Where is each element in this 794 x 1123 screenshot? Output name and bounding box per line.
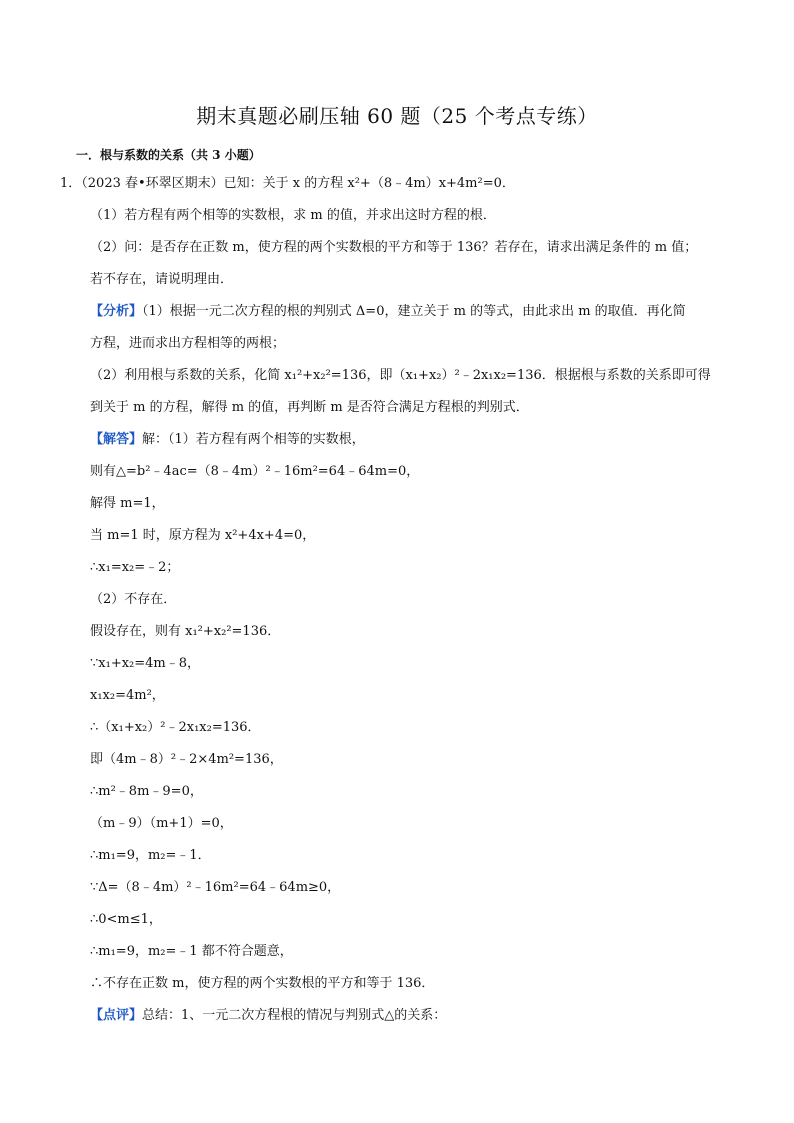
solution-line: ∴m₁=9，m₂=﹣1． xyxy=(90,848,211,863)
analysis-line: （2）利用根与系数的关系，化简 x₁²+x₂²=136，即（x₁+x₂）²﹣2x₁x₂=136．根据根与系数的关系即可得 xyxy=(90,368,711,383)
analysis-text: （1）根据一元二次方程的根的判别式 Δ=0，建立关于 m 的等式，由此求出 m 的取值．再化简 xyxy=(142,304,686,319)
solution-line: 即（4m﹣8）²﹣2×4m²=136， xyxy=(90,752,283,767)
analysis-paragraph xyxy=(90,304,686,320)
solution-line: （2）不存在． xyxy=(90,592,177,607)
question-part-1: （1）若方程有两个相等的实数根，求 m 的值，并求出这时方程的根． xyxy=(90,208,496,223)
comment-tag: 【点评】 xyxy=(90,1008,143,1023)
comment-text: 总结：1、一元二次方程根的情况与判别式△的关系： xyxy=(142,1008,447,1023)
analysis-line: 方程，进而求出方程相等的两根； xyxy=(90,336,286,351)
solution-line: ∴不存在正数 m，使方程的两个实数根的平方和等于 136． xyxy=(90,976,435,991)
solution-line: ∴x₁=x₂=﹣2； xyxy=(90,560,180,575)
solution-line: x₁x₂=4m²， xyxy=(90,688,165,703)
question-part-2-cont: 若不存在，请说明理由． xyxy=(90,272,234,287)
solution-line: 当 m=1 时，原方程为 x²+4x+4=0， xyxy=(90,528,316,543)
solution-line: ∴（x₁+x₂）²﹣2x₁x₂=136． xyxy=(90,720,261,735)
solution-line: ∵Δ=（8﹣4m）²﹣16m²=64﹣64m≥0， xyxy=(90,880,341,895)
page-title: 期末真题必刷压轴 60 题（25 个考点专练） xyxy=(196,104,598,128)
answer-tag: 【解答】 xyxy=(90,432,143,447)
question-part-2: （2）问：是否存在正数 m，使方程的两个实数根的平方和等于 136？若存在，请求出满足条件的 m 值； xyxy=(90,240,698,255)
solution-line: ∵x₁+x₂=4m﹣8， xyxy=(90,656,201,671)
section-heading: 一．根与系数的关系（共 3 小题） xyxy=(76,148,261,162)
solution-line: 假设存在，则有 x₁²+x₂²=136． xyxy=(90,624,281,639)
answer-paragraph xyxy=(90,432,365,448)
solution-line: ∴m₁=9，m₂=﹣1 都不符合题意， xyxy=(90,944,293,959)
answer-text: 解：（1）若方程有两个相等的实数根， xyxy=(142,432,365,447)
question-stem: 1．（2023 春•环翠区期末）已知：关于 x 的方程 x²+（8﹣4m）x+4m²=0． xyxy=(60,176,515,191)
solution-line: 解得 m=1， xyxy=(90,496,165,511)
analysis-tag: 【分析】 xyxy=(90,304,143,319)
solution-line: ∴0<m≤1， xyxy=(90,912,162,927)
comment-paragraph xyxy=(90,1008,446,1024)
solution-line: ∴m²﹣8m﹣9=0， xyxy=(90,784,203,799)
solution-line: （m﹣9）（m+1）=0， xyxy=(90,816,233,831)
solution-line: 则有△=b²﹣4ac=（8﹣4m）²﹣16m²=64﹣64m=0， xyxy=(90,464,420,479)
analysis-line: 到关于 m 的方程，解得 m 的值，再判断 m 是否符合满足方程根的判别式． xyxy=(90,400,529,415)
